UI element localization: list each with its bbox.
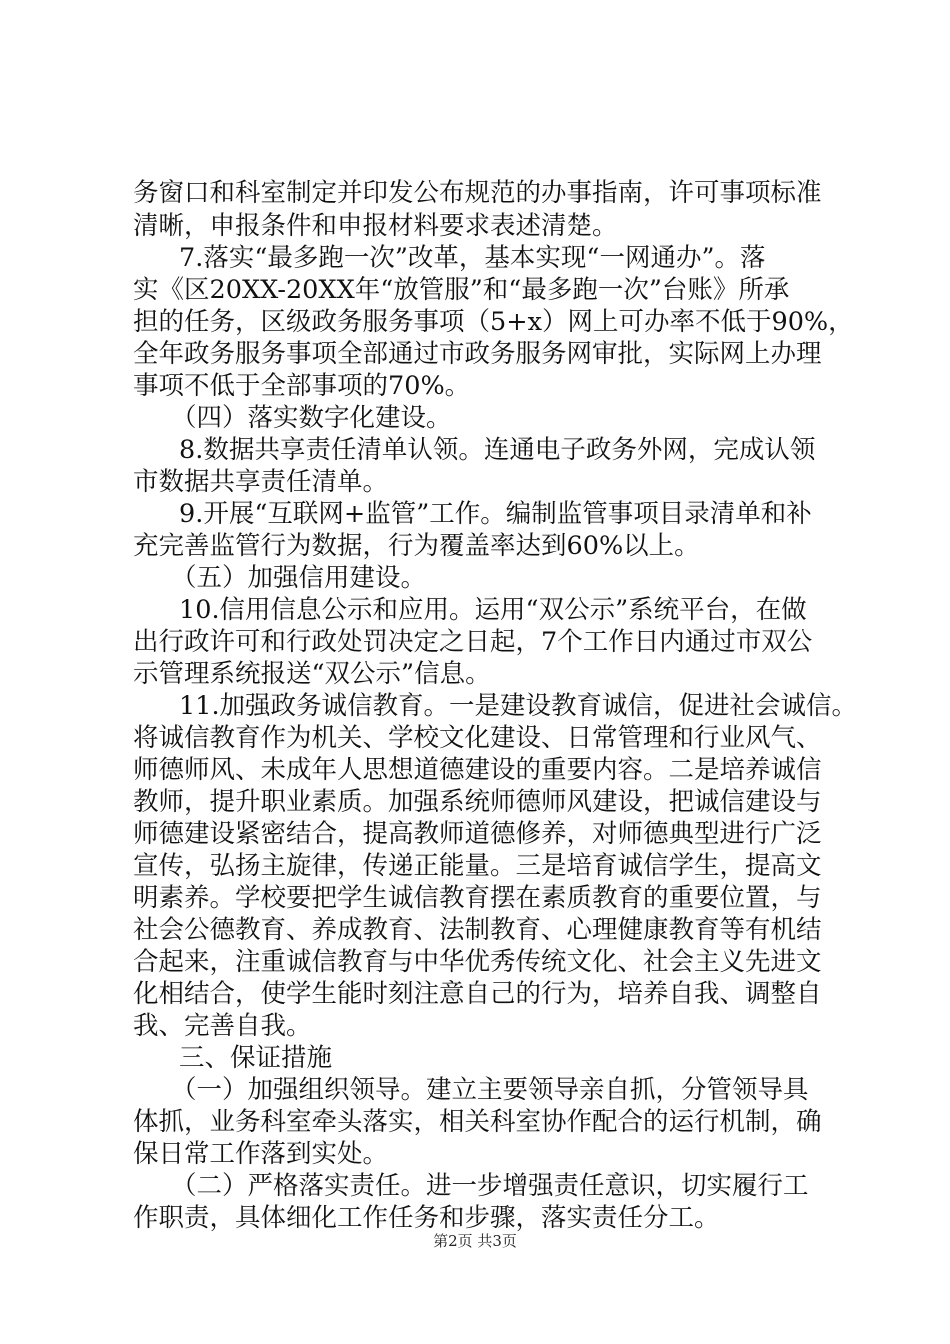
text-line: 全年政务服务事项全部通过市政务服务网审批，实际网上办理 — [133, 339, 822, 369]
text-line: 我、完善自我。 — [133, 1011, 312, 1041]
section-heading: 三、保证措施 — [179, 1043, 333, 1073]
text-line: 11.加强政务诚信教育。一是建设教育诚信，促进社会诚信。 — [179, 691, 858, 721]
text-line: 9.开展“互联网+监管”工作。编制监管事项目录清单和补 — [179, 499, 812, 529]
page-number-footer: 第2页 共3页 — [433, 1232, 517, 1250]
text-line: 社会公德教育、养成教育、法制教育、心理健康教育等有机结 — [133, 915, 822, 945]
text-line: 体抓，业务科室牵头落实，相关科室协作配合的运行机制，确 — [133, 1107, 822, 1137]
text-line: 担的任务，区级政务服务事项（5+x）网上可办率不低于90%， — [133, 307, 854, 337]
text-line: 市数据共享责任清单。 — [133, 467, 389, 497]
text-line: 8.数据共享责任清单认领。连通电子政务外网，完成认领 — [179, 435, 816, 465]
text-line: 保日常工作落到实处。 — [133, 1139, 389, 1169]
text-line: 务窗口和科室制定并印发公布规范的办事指南，许可事项标准 — [133, 178, 822, 208]
text-line: 教师，提升职业素质。加强系统师德师风建设，把诚信建设与 — [133, 787, 822, 817]
section-heading: （五）加强信用建设。 — [171, 563, 427, 593]
text-line: 作职责，具体细化工作任务和步骤，落实责任分工。 — [133, 1203, 720, 1233]
text-line: 宣传，弘扬主旋律，传递正能量。三是培育诚信学生，提高文 — [133, 851, 822, 881]
section-heading: （四）落实数字化建设。 — [171, 403, 452, 433]
text-line: 实《区20XX-20XX年“放管服”和“最多跑一次”台账》所承 — [133, 275, 790, 305]
text-line: 明素养。学校要把学生诚信教育摆在素质教育的重要位置，与 — [133, 883, 822, 913]
text-line: 出行政许可和行政处罚决定之日起，7个工作日内通过市双公 — [133, 627, 813, 657]
text-line: 清晰，申报条件和申报材料要求表述清楚。 — [133, 211, 618, 241]
text-line: 7.落实“最多跑一次”改革，基本实现“一网通办”。落 — [179, 243, 766, 273]
text-line: （二）严格落实责任。进一步增强责任意识，切实履行工 — [171, 1171, 809, 1201]
text-line: 事项不低于全部事项的70%。 — [133, 371, 471, 401]
text-line: 师德师风、未成年人思想道德建设的重要内容。二是培养诚信 — [133, 755, 822, 785]
text-line: 合起来，注重诚信教育与中华优秀传统文化、社会主义先进文 — [133, 947, 822, 977]
text-line: 10.信用信息公示和应用。运用“双公示”系统平台，在做 — [179, 595, 807, 625]
text-line: （一）加强组织领导。建立主要领导亲自抓，分管领导具 — [171, 1075, 809, 1105]
text-line: 将诚信教育作为机关、学校文化建设、日常管理和行业风气、 — [133, 723, 822, 753]
text-line: 示管理系统报送“双公示”信息。 — [133, 659, 491, 689]
text-line: 充完善监管行为数据，行为覆盖率达到60%以上。 — [133, 531, 700, 561]
text-line: 化相结合，使学生能时刻注意自己的行为，培养自我、调整自 — [133, 979, 822, 1009]
text-line: 师德建设紧密结合，提高教师道德修养，对师德典型进行广泛 — [133, 819, 822, 849]
